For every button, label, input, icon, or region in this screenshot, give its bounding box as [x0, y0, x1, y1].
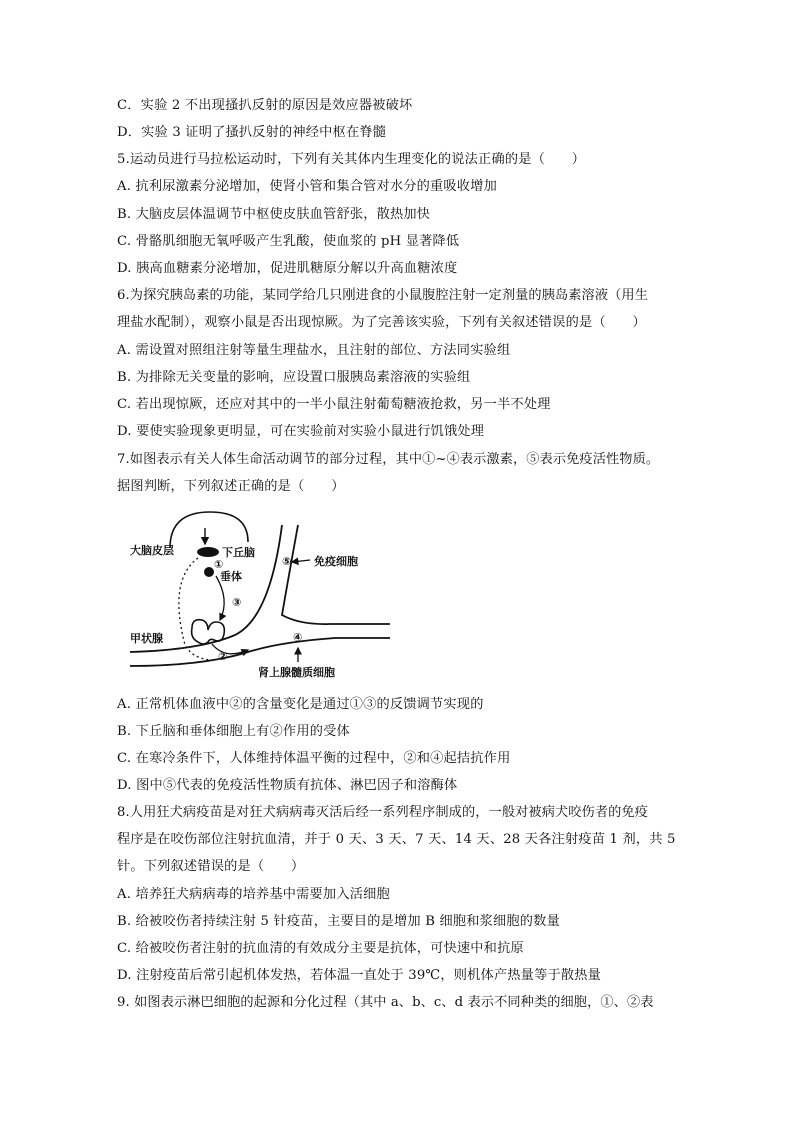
mark-4: ④ — [293, 631, 303, 644]
blood-vessel-left-bottom — [130, 638, 390, 666]
q8-option-c: C. 给被咬伤者注射的抗血清的有效成分主要是抗体，可快速中和抗原 — [117, 941, 524, 956]
q5-option-a: A. 抗利尿激素分泌增加，使肾小管和集合管对水分的重吸收增加 — [117, 179, 497, 194]
q6-option-d: D. 要使实验现象更明显，可在实验前对实验小鼠进行饥饿处理 — [117, 424, 485, 439]
q7-option-b: B. 下丘脑和垂体细胞上有②作用的受体 — [117, 724, 350, 739]
q6-stem-line2: 理盐水配制），观察小鼠是否出现惊厥。为了完善该实验，下列有关叙述错误的是（ ） — [117, 315, 646, 330]
mark-1: ① — [214, 558, 224, 571]
q7-stem-line1: 7.如图表示有关人体生命活动调节的部分过程，其中①~④表示激素，⑤表示免疫活性物质。 — [117, 452, 660, 467]
label-immune-cell: 免疫细胞 — [314, 555, 358, 568]
q7-option-d: D. 图中⑤代表的免疫活性物质有抗体、淋巴因子和溶酶体 — [117, 778, 458, 793]
label-adrenal-medulla: 肾上腺髓质细胞 — [258, 666, 335, 679]
mark-5: ⑤ — [282, 555, 292, 568]
regulation-diagram — [130, 510, 400, 685]
q6-option-a: A. 需设置对照组注射等量生理盐水，且注射的部位、方法同实验组 — [117, 343, 511, 358]
blood-vessel-right — [282, 525, 390, 624]
hypothalamus-shape — [197, 547, 219, 557]
label-hypothalamus: 下丘脑 — [222, 546, 255, 559]
q7-option-a: A. 正常机体血液中②的含量变化是通过①③的反馈调节实现的 — [117, 697, 484, 712]
q8-option-d: D. 注射疫苗后常引起机体发热，若体温一直处于 39℃，则机体产热量等于散热量 — [117, 968, 602, 983]
q8-stem-line2: 程序是在咬伤部位注射抗血清，并于 0 天、3 天、7 天、14 天、28 天各注射疫苗 1 剂，共 5 — [117, 832, 676, 847]
q7-stem-line2: 据图判断，下列叙述正确的是（ ） — [117, 479, 345, 494]
mark-2: ② — [218, 650, 228, 663]
q6-stem-line1: 6.为探究胰岛素的功能，某同学给几只刚进食的小鼠腹腔注射一定剂量的胰岛素溶液（用生 — [117, 288, 648, 303]
q8-stem-line3: 针。下列叙述错误的是（ ） — [117, 859, 305, 874]
q5-option-d: D. 胰高血糖素分泌增加，促进肌糖原分解以升高血糖浓度 — [117, 261, 458, 276]
q9-stem-line1: 9. 如图表示淋巴细胞的起源和分化过程（其中 a、b、c、d 表示不同种类的细胞，①、②表 — [117, 995, 654, 1010]
q8-stem-line1: 8.人用狂犬病疫苗是对狂犬病病毒灭活后经一系列程序制成的，一般对被病犬咬伤者的免疫 — [117, 805, 648, 820]
q5-stem: 5.运动员进行马拉松运动时，下列有关其体内生理变化的说法正确的是（ ） — [117, 152, 586, 167]
label-thyroid: 甲状腺 — [130, 632, 163, 645]
q6-option-b: B. 为排除无关变量的影响，应设置口服胰岛素溶液的实验组 — [117, 370, 471, 385]
q6-option-c: C. 若出现惊厥，还应对其中的一半小鼠注射葡萄糖液抢救，另一半不处理 — [117, 397, 551, 412]
label-cortex: 大脑皮层 — [130, 544, 174, 557]
q8-option-a: A. 培养狂犬病病毒的培养基中需要加入活细胞 — [117, 887, 390, 902]
cortex-outline — [170, 512, 248, 548]
label-pituitary: 垂体 — [220, 570, 242, 583]
q4-option-d: D．实验 3 证明了搔扒反射的神经中枢在脊髓 — [117, 125, 387, 140]
pituitary-shape — [204, 567, 214, 577]
q8-option-b: B. 给被咬伤者持续注射 5 针疫苗，主要目的是增加 B 细胞和浆细胞的数量 — [117, 914, 560, 929]
q5-option-b: B. 大脑皮层体温调节中枢使皮肤血管舒张，散热加快 — [117, 207, 431, 222]
q7-option-c: C. 在寒冷条件下，人体维持体温平衡的过程中，②和④起拮抗作用 — [117, 751, 511, 766]
q5-option-c: C. 骨骼肌细胞无氧呼吸产生乳酸，使血浆的 pH 显著降低 — [117, 234, 460, 249]
q4-option-c: C．实验 2 不出现搔扒反射的原因是效应器被破坏 — [117, 98, 413, 113]
immune-arrow — [292, 560, 310, 562]
mark-3: ③ — [232, 596, 242, 609]
